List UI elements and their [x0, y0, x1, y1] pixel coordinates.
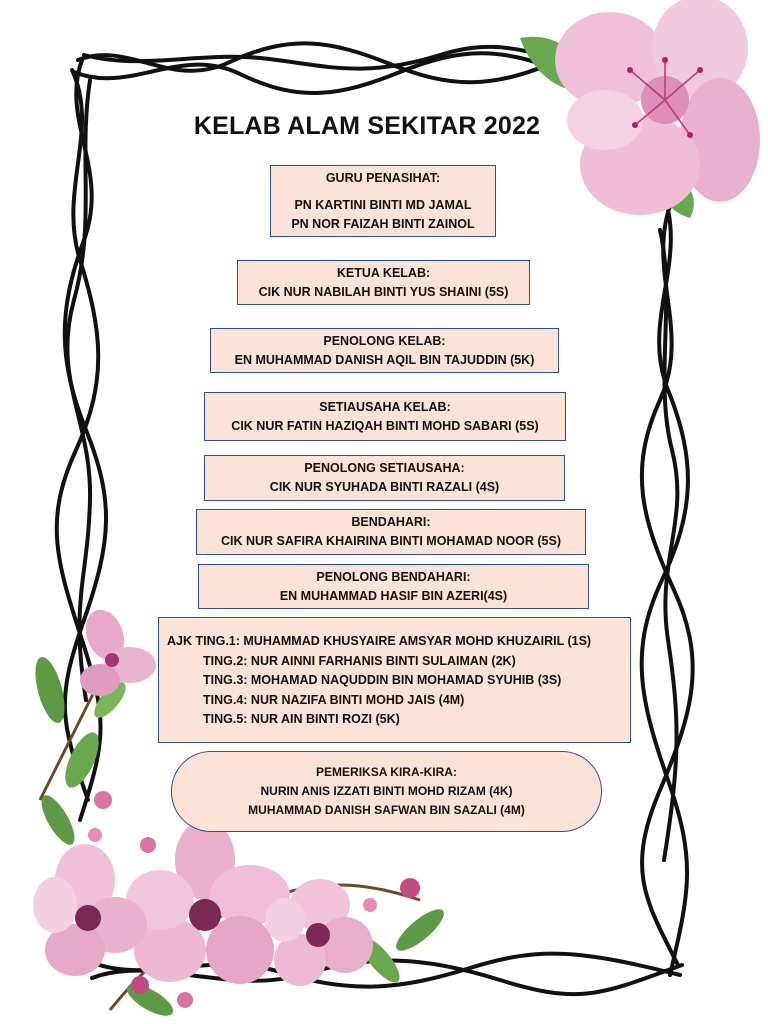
pemeriksa-kira-kira-box: [171, 751, 602, 832]
pemeriksa-heading: PEMERIKSA KIRA-KIRA:: [316, 765, 457, 779]
guru-penasihat-heading: GURU PENASIHAT:: [325, 170, 441, 185]
setiausaha-kelab-box: [204, 392, 566, 441]
penolong-kelab-name: EN MUHAMMAD DANISH AQIL BIN TAJUDDIN (5K): [234, 352, 535, 367]
penolong-kelab-heading: PENOLONG KELAB:: [323, 333, 446, 348]
guru-penasihat-name-1: PN KARTINI BINTI MD JAMAL: [294, 197, 472, 212]
pink-azalea-flower: [520, 0, 760, 218]
ajk-row-ting2: TING.2: NUR AINNI FARHANIS BINTI SULAIMAN (2K): [203, 653, 516, 668]
ketua-kelab-heading: KETUA KELAB:: [336, 265, 431, 280]
ajk-row-ting1: AJK TING.1: MUHAMMAD KHUSYAIRE AMSYAR MOHD KHUZAIRIL (1S): [167, 634, 592, 648]
bendahari-heading: BENDAHARI:: [351, 515, 431, 529]
ajk-row-ting4: TING.4: NUR NAZIFA BINTI MOHD JAIS (4M): [203, 692, 465, 707]
penolong-bendahari-box: [198, 564, 589, 609]
bendahari-box: [196, 509, 586, 555]
ajk-row-ting5: TING.5: NUR AIN BINTI ROZI (5K): [203, 712, 400, 726]
guru-penasihat-name-2: PN NOR FAIZAH BINTI ZAINOL: [291, 216, 475, 231]
penolong-setiausaha-heading: PENOLONG SETIAUSAHA:: [304, 461, 465, 475]
ajk-box: [158, 617, 631, 743]
setiausaha-kelab-heading: SETIAUSAHA KELAB:: [319, 399, 451, 414]
page-title: KELAB ALAM SEKITAR 2022: [193, 112, 541, 140]
guru-penasihat-box: [270, 165, 496, 237]
bendahari-name: CIK NUR SAFIRA KHAIRINA BINTI MOHAMAD NOOR (5S): [220, 534, 562, 548]
pemeriksa-name-2: MUHAMMAD DANISH SAFWAN BIN SAZALI (4M): [248, 803, 525, 817]
ketua-kelab-name: CIK NUR NABILAH BINTI YUS SHAINI (5S): [258, 284, 509, 299]
penolong-bendahari-name: EN MUHAMMAD HASIF BIN AZERI(4S): [279, 588, 508, 603]
penolong-setiausaha-box: [204, 455, 565, 501]
ketua-kelab-box: [237, 260, 530, 305]
penolong-kelab-box: [210, 328, 559, 373]
setiausaha-kelab-name: CIK NUR FATIN HAZIQAH BINTI MOHD SABARI (5S): [231, 418, 539, 433]
penolong-setiausaha-name: CIK NUR SYUHADA BINTI RAZALI (4S): [269, 480, 500, 494]
penolong-bendahari-heading: PENOLONG BENDAHARI:: [316, 569, 471, 584]
pemeriksa-name-1: NURIN ANIS IZZATI BINTI MOHD RIZAM (4K): [260, 784, 513, 798]
ajk-row-ting3: TING.3: MOHAMAD NAQUDDIN BIN MOHAMAD SYUHIB (3S): [203, 673, 562, 687]
